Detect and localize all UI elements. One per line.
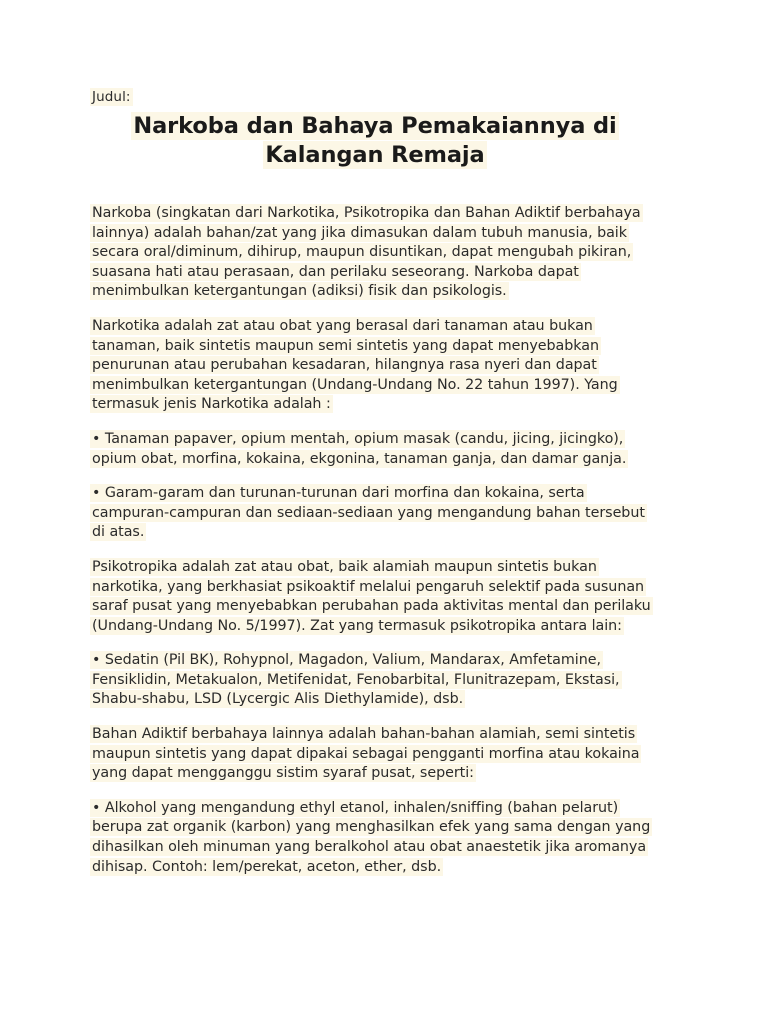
- page-title-line-1: Narkoba dan Bahaya Pemakaiannya di: [133, 113, 617, 139]
- paragraph-text: • Alkohol yang mengandung ethyl etanol, inhalen/sniffing (bahan pelarut) berupa zat organik (karbon) yang menghasilkan efek yang sama dengan yang dihasilkan oleh minuman yang beralkohol atau obat anaestetik jika aromanya dihisap. Contoh: lem/perekat, aceton, ether, dsb.: [92, 799, 651, 875]
- paragraph-text: Psikotropika adalah zat atau obat, baik alamiah maupun sintetis bukan narkotika, yang berkhasiat psikoaktif melalui pengaruh selektif pada susunan saraf pusat yang menyebabkan perubahan pada aktivitas mental dan perilaku (Undang-Undang No. 5/1997). Zat yang termasuk psikotropika antara lain:: [92, 558, 651, 634]
- page-title: [90, 112, 660, 170]
- page-title-line-2: Kalangan Remaja: [265, 142, 485, 168]
- paragraph-text: Bahan Adiktif berbahaya lainnya adalah bahan-bahan alamiah, semi sintetis maupun sintetis yang dapat dipakai sebagai pengganti morfina atau kokaina yang dapat mengganggu sistim syaraf pusat, seperti:: [92, 726, 640, 782]
- paragraph-text: Narkoba (singkatan dari Narkotika, Psikotropika dan Bahan Adiktif berbahaya lainnya) adalah bahan/zat yang jika dimasukan dalam tubuh manusia, baik secara oral/diminum, dihirup, maupun disuntikan, dapat mengubah pikiran, suasana hati atau perasaan, dan perilaku seseorang. Narkoba dapat menimbulkan ketergantungan (adiksi) fisik dan psikologis.: [92, 205, 641, 300]
- bullet-narkotika-plants: [90, 430, 660, 469]
- paragraph-text: • Garam-garam dan turunan-turunan dari morfina dan kokaina, serta campuran-campuran dan sediaan-sediaan yang mengandung bahan tersebut di atas.: [92, 485, 645, 541]
- bullet-narkotika-salts: [90, 484, 660, 543]
- document-content: [90, 88, 660, 877]
- paragraph-text: Narkotika adalah zat atau obat yang berasal dari tanaman atau bukan tanaman, baik sintetis maupun semi sintetis yang dapat menyebabkan penurunan atau perubahan kesadaran, hilangnya rasa nyeri dan dapat menimbulkan ketergantungan (Undang-Undang No. 22 tahun 1997). Yang termasuk jenis Narkotika adalah :: [92, 317, 618, 413]
- paragraph-text: • Sedatin (Pil BK), Rohypnol, Magadon, Valium, Mandarax, Amfetamine, Fensiklidin, Metakualon, Metifenidat, Fenobarbital, Flunitrazepam, Ekstasi, Shabu-shabu, LSD (Lycergic Alis Diethylamide), dsb.: [92, 652, 620, 708]
- paragraph-bahan-adiktif-definition: [90, 725, 660, 784]
- paragraph-text: • Tanaman papaver, opium mentah, opium masak (candu, jicing, jicingko), opium obat, morfina, kokaina, ekgonina, tanaman ganja, dan damar ganja.: [92, 430, 627, 467]
- judul-label: [90, 88, 660, 106]
- judul-label-text: Judul:: [92, 89, 131, 105]
- bullet-bahan-adiktif-list: [90, 799, 660, 877]
- paragraph-narkotika-definition: [90, 317, 660, 415]
- bullet-psikotropika-list: [90, 651, 660, 710]
- paragraph-intro: [90, 204, 660, 302]
- paragraph-psikotropika-definition: [90, 558, 660, 636]
